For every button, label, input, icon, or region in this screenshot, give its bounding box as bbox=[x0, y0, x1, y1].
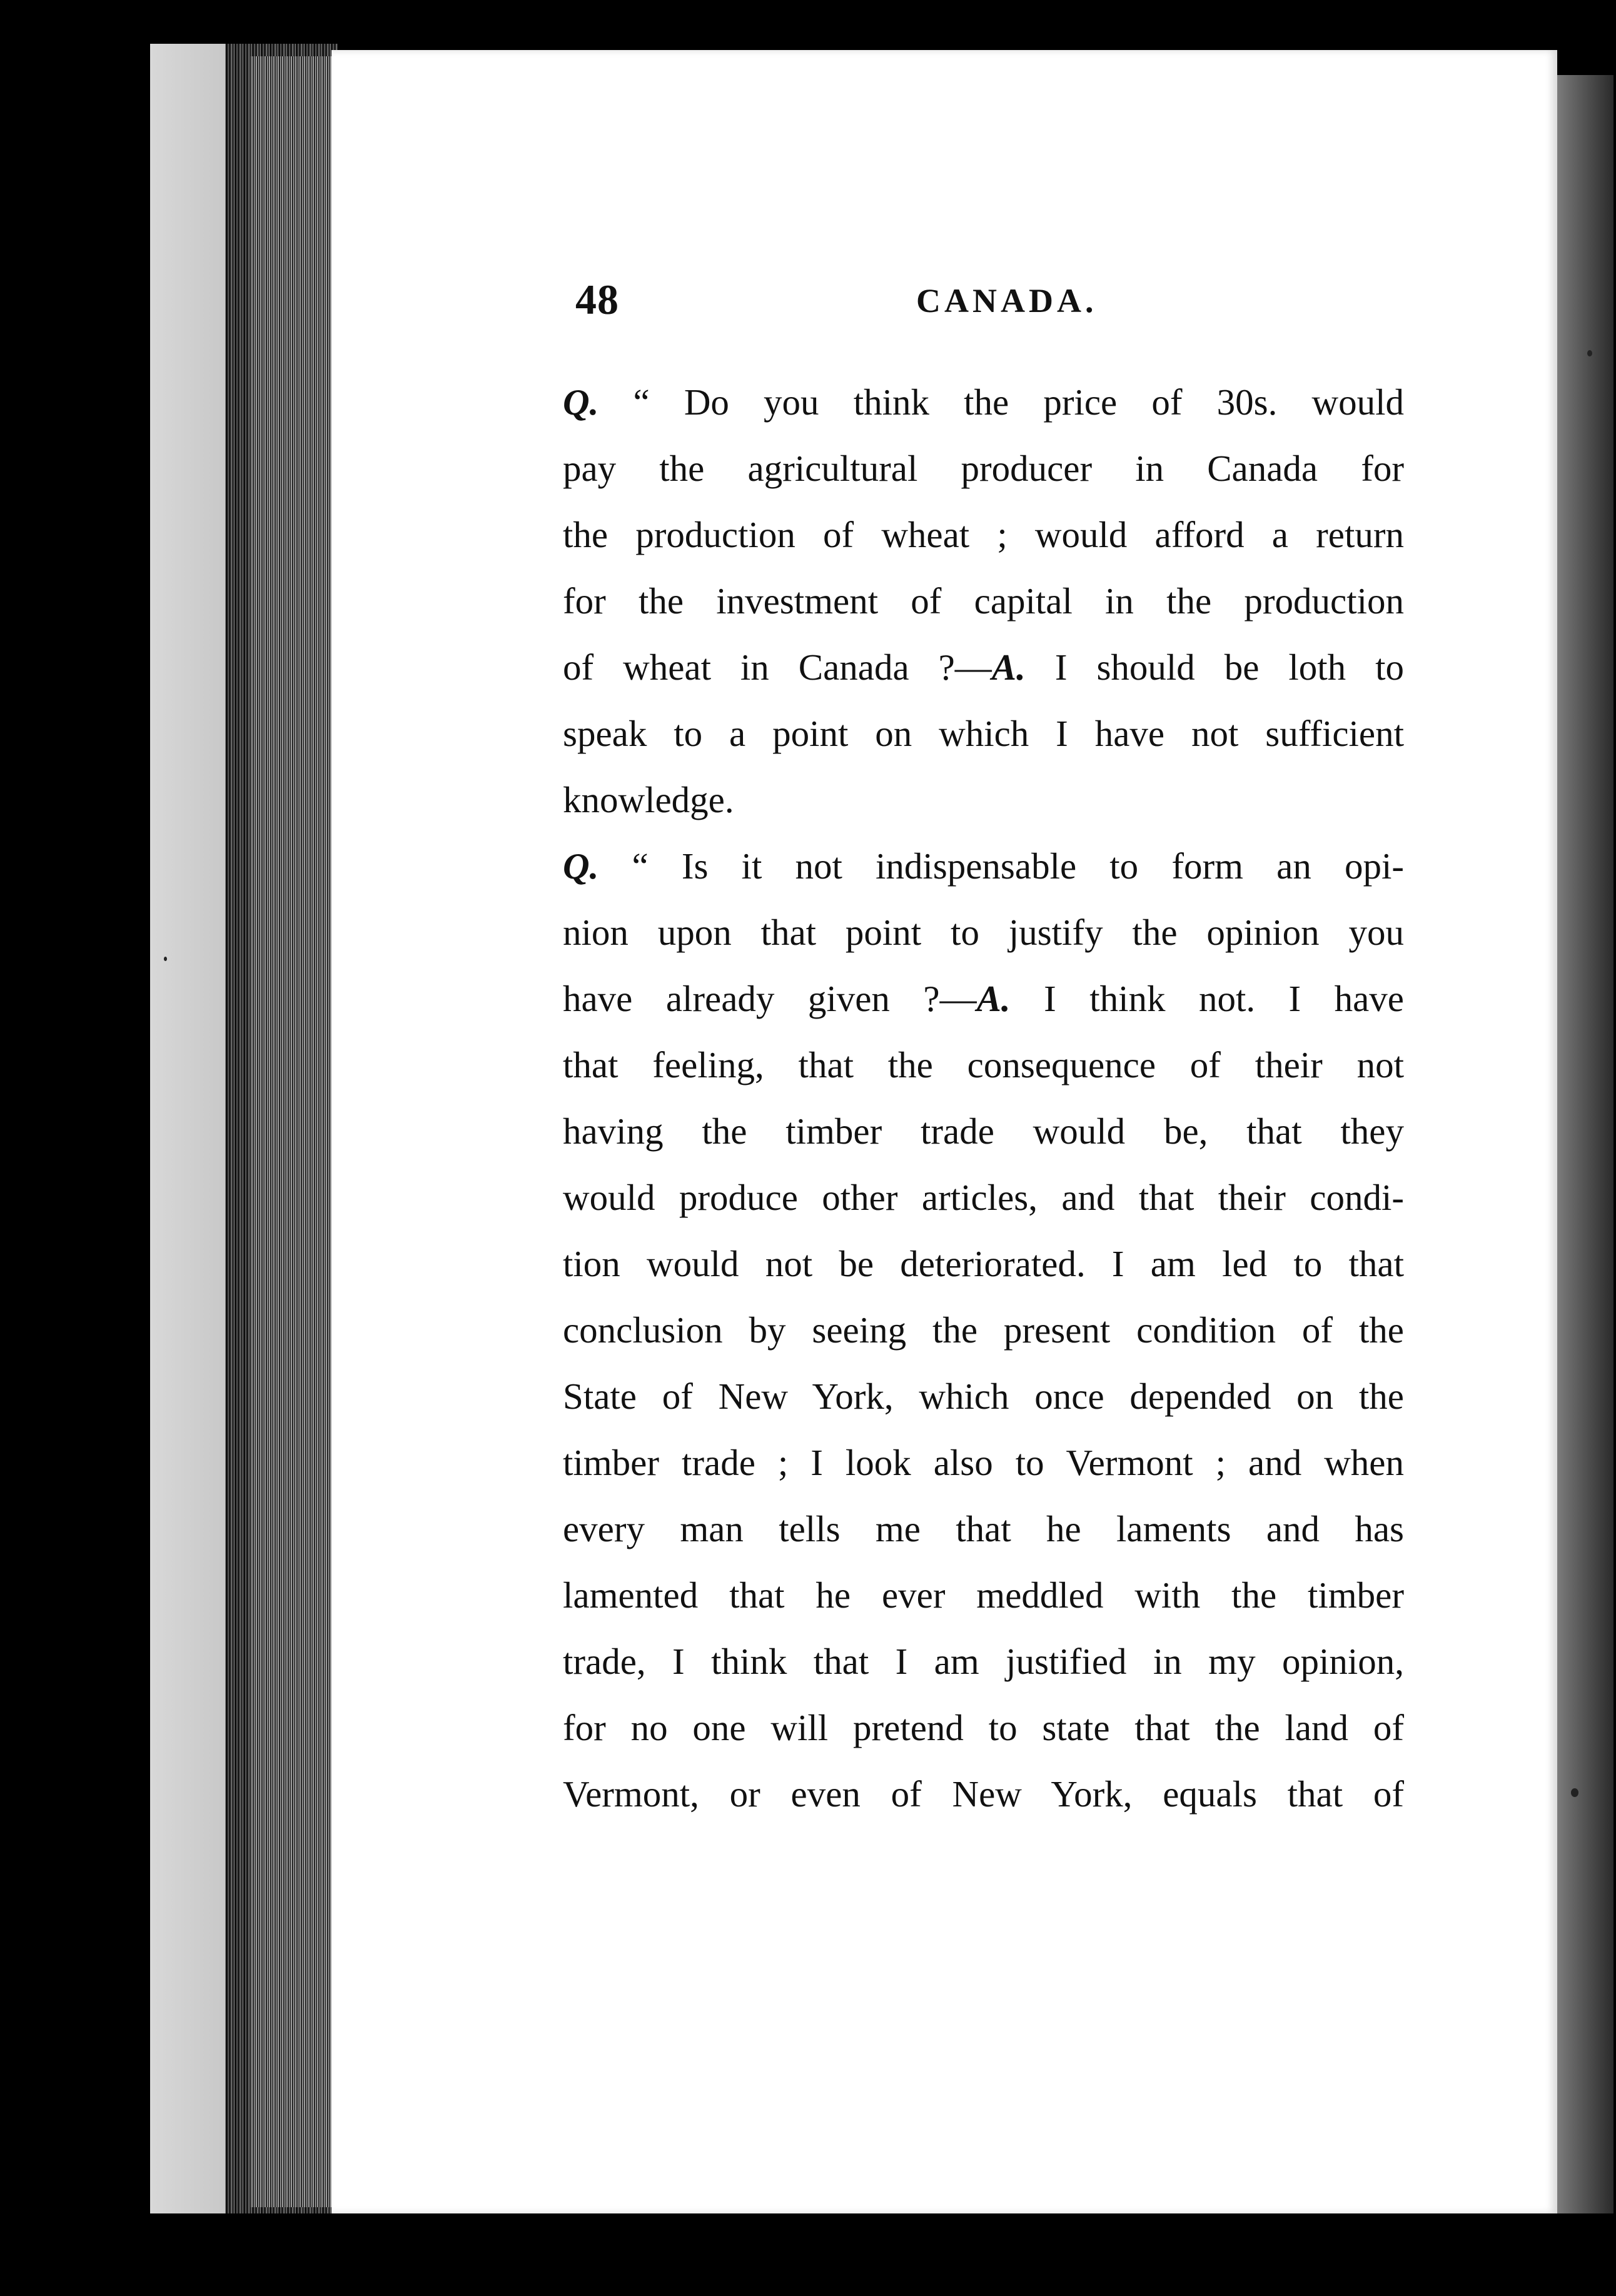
running-head: CANADA. bbox=[916, 282, 1098, 320]
paragraph-2 bbox=[563, 833, 1404, 1827]
text-line: timber trade ; I look also to Vermont ; and when bbox=[563, 1442, 1404, 1483]
text-line: for no one will pretend to state that the land of bbox=[563, 1707, 1404, 1748]
book-page-edges-inner bbox=[250, 56, 331, 2207]
text-line: tion would not be deteriorated. I am led to that bbox=[563, 1243, 1404, 1284]
text-line: pay the agricultural producer in Canada for bbox=[563, 448, 1404, 489]
text-line: conclusion by seeing the present condition of the bbox=[563, 1309, 1404, 1351]
text-line: the production of wheat ; would afford a return bbox=[563, 514, 1404, 555]
text-line: Vermont, or even of New York, equals that of bbox=[563, 1773, 1404, 1815]
text-line: that feeling, that the consequence of their not bbox=[563, 1044, 1404, 1085]
scan-speck bbox=[1571, 1788, 1578, 1797]
text-line: have already given ?—A. I think not. I have bbox=[563, 978, 1404, 1019]
paragraph-1 bbox=[563, 369, 1404, 833]
page-number: 48 bbox=[575, 276, 619, 323]
text-line: lamented that he ever meddled with the timber bbox=[563, 1574, 1404, 1616]
page-header bbox=[575, 275, 1388, 344]
scan-speck bbox=[1587, 350, 1592, 356]
text-line: knowledge. bbox=[563, 779, 734, 820]
text-line: Q. “ Is it not indispensable to form an opi- bbox=[563, 845, 1404, 887]
text-line: nion upon that point to justify the opinion you bbox=[563, 912, 1404, 953]
text-line: for the investment of capital in the production bbox=[563, 580, 1404, 622]
scan-speck bbox=[164, 957, 167, 961]
text-line: State of New York, which once depended on the bbox=[563, 1376, 1404, 1417]
book-spine-strip bbox=[150, 44, 225, 2213]
text-line: of wheat in Canada ?—A. I should be loth to bbox=[563, 647, 1404, 688]
text-line: would produce other articles, and that their condi- bbox=[563, 1177, 1404, 1218]
text-line: Q. “ Do you think the price of 30s. would bbox=[563, 381, 1404, 423]
text-line: every man tells me that he laments and has bbox=[563, 1508, 1404, 1549]
text-line: speak to a point on which I have not sufficient bbox=[563, 713, 1404, 754]
text-line: trade, I think that I am justified in my opinion, bbox=[563, 1641, 1404, 1682]
body-text bbox=[563, 369, 1404, 1827]
text-line: having the timber trade would be, that they bbox=[563, 1110, 1404, 1152]
